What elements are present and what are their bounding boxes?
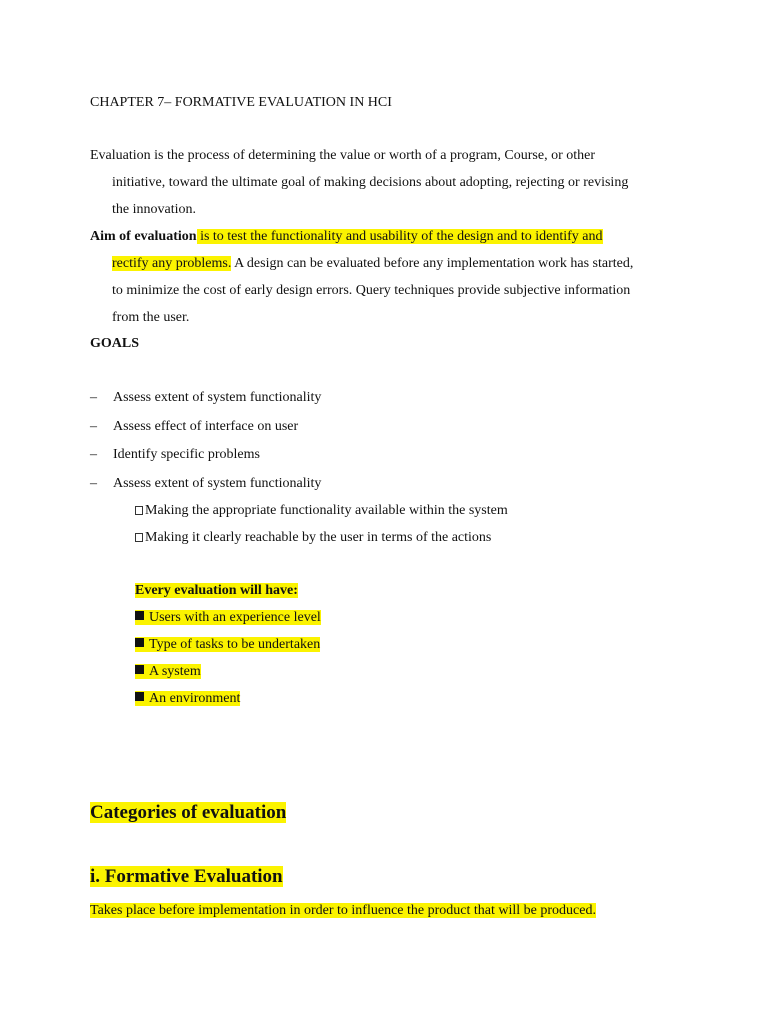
evaluation-item-text: Users with an experience level [149,610,321,625]
formative-heading [90,865,283,889]
goal-text: Assess effect of interface on user [113,419,299,434]
dash-bullet: – [90,419,97,434]
square-bullet-icon [135,665,144,674]
intro-line-1: Evaluation is the process of determining the value or worth of a program, Course, or other [90,148,596,163]
formative-heading-text: i. Formative Evaluation [90,866,283,887]
evaluation-item-text: An environment [149,691,241,706]
aim-line-2 [112,255,633,273]
aim-highlight-1: is to test the functionality and usability of the design and to identify and [196,229,603,244]
goals-heading: GOALS [90,336,140,351]
goal-text: Assess extent of system functionality [113,476,322,491]
subgoal-text: Making the appropriate functionality available within the system [145,503,508,518]
aim-line-2-rest: A design can be evaluated before any implementation work has started, [231,256,634,271]
intro-line-2: initiative, toward the ultimate goal of making decisions about adopting, rejecting or revising [112,175,629,190]
square-bullet-icon [135,638,144,647]
every-evaluation-heading-text: Every evaluation will have: [135,583,298,598]
intro-line-3: the innovation. [112,202,196,217]
goal-text: Identify specific problems [113,447,260,462]
checkbox-icon [135,506,143,515]
dash-bullet: – [90,390,97,405]
formative-description [90,902,596,920]
aim-line-3: to minimize the cost of early design errors. Query techniques provide subjective information [112,283,631,298]
aim-label: Aim of evaluation [90,229,197,244]
subgoal-item [135,502,508,520]
categories-heading [90,801,286,825]
evaluation-item-text: A system [149,664,201,679]
aim-highlight-2: rectify any problems. [112,256,232,271]
evaluation-item [135,636,320,654]
every-evaluation-heading [135,582,298,600]
aim-line-1 [90,228,603,246]
square-bullet-icon [135,692,144,701]
dash-bullet: – [90,447,97,462]
evaluation-item [135,690,240,708]
goal-text: Assess extent of system functionality [113,390,322,405]
subgoal-text: Making it clearly reachable by the user in terms of the actions [145,530,492,545]
checkbox-icon [135,533,143,542]
evaluation-item-highlight [135,691,240,706]
evaluation-item-highlight [135,637,320,652]
evaluation-item-highlight [135,610,321,625]
dash-bullet: – [90,476,97,491]
evaluation-item [135,609,321,627]
evaluation-item [135,663,201,681]
square-bullet-icon [135,611,144,620]
subgoal-item [135,529,491,547]
categories-heading-text: Categories of evaluation [90,802,287,823]
evaluation-item-text: Type of tasks to be undertaken [149,637,321,652]
evaluation-item-highlight [135,664,201,679]
aim-line-4: from the user. [112,310,190,325]
chapter-title: CHAPTER 7– FORMATIVE EVALUATION IN HCI [90,95,392,110]
formative-description-text: Takes place before implementation in order to influence the product that will be produced. [90,903,596,918]
